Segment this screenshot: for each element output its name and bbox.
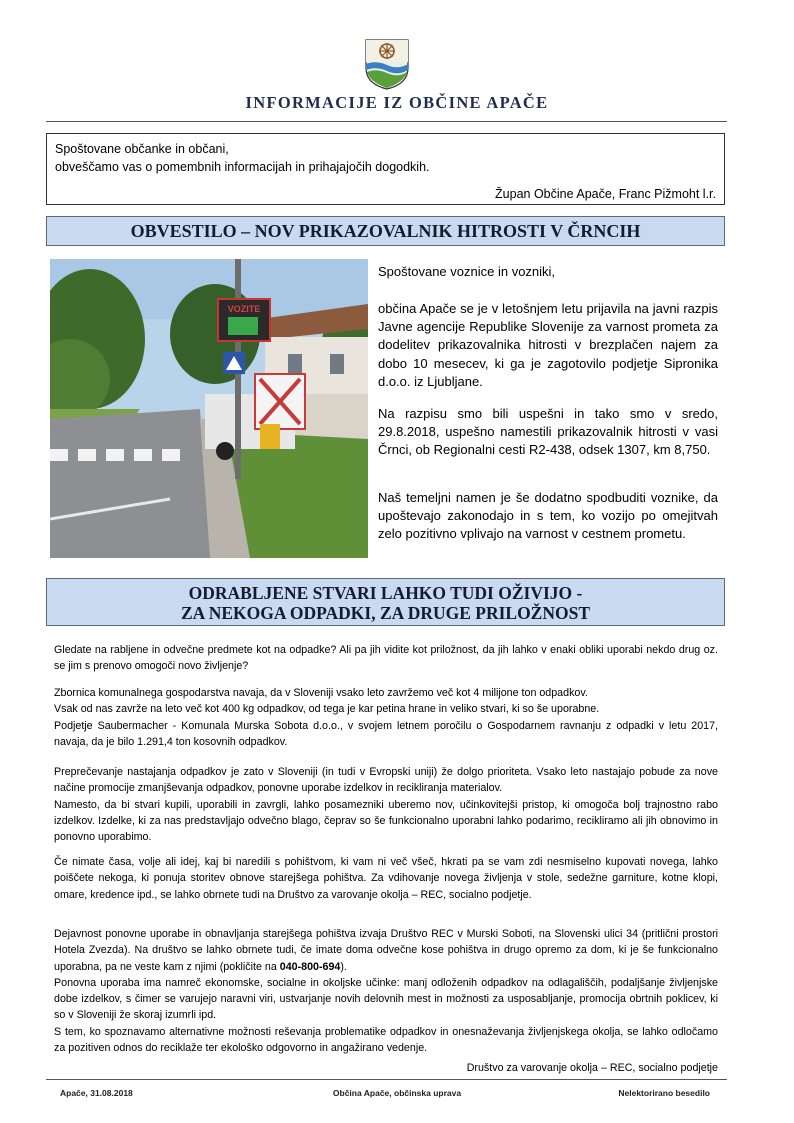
paragraph-text: Dejavnost ponovne uporabe in obnavljanja starejšega pohištva izvaja Društvo REC v Murski Soboti, na Slovenski ulici 34 (pritlični prostori Hotela Zvezda). Na društvo se lahko obrnete tudi, če imate doma odvečne kose pohištva in drugo opremo za dom, ki je še funkcionalno uporabna, pa ne veste kam z njimi (pokličite na [54, 928, 718, 973]
article-paragraph [54, 764, 718, 845]
article-title-line: ZA NEKOGA ODPADKI, ZA DRUGE PRILOŽNOST [180, 603, 591, 623]
article-paragraph: Naš temeljni namen je še dodatno spodbuditi voznike, da upoštevajo zakonodajo in s tem, ko vozijo po omejitvah zelo pozitivno vplivajo na varnost v cestnem prometu. [378, 490, 718, 542]
header-divider [46, 121, 727, 122]
paragraph-line: S tem, ko spoznavamo alternativne možnosti reševanja problematike odpadkov in onesnaževanja življenjskega okolja, se lahko odločamo za pozitiven odnos do reciklaže ter ekološko odgovorno in angažirano vedenje. [54, 1025, 718, 1055]
article-paragraph: občina Apače se je v letošnjem letu prijavila na javni razpis Javne agencije Republike Slovenije za varnost prometa za dodelitev prikazovalnika hitrosti v brezplačen najem za dobo 10 mesecev, ki ga je zagotovilo podjetje Sipronika d.o.o. iz Ljubljane. [378, 301, 718, 389]
article-paragraph: Na razpisu smo bili uspešni in tako smo v sredo, 29.8.2018, uspešno namestili prikazovalnik hitrosti v vasi Črnci, ob Regionalni cesti R2-438, odsek 1307, km 8,750. [378, 406, 718, 458]
article-paragraph [54, 926, 718, 1056]
paragraph-line: Podjetje Saubermacher - Komunala Murska Sobota d.o.o., v svojem letnem poročilu o Gospodarnem ravnanju z odpadki v letu 2017, navaja, da je bilo 1.291,4 ton kosovnih odpadkov. [54, 719, 718, 748]
page-title: INFORMACIJE IZ OBČINE APAČE [245, 93, 549, 112]
article-signoff: Društvo za varovanje okolja – REC, socialno podjetje [466, 1062, 718, 1074]
article-title-line: ODRABLJENE STVARI LAHKO TUDI OŽIVIJO - [188, 583, 583, 603]
municipality-crest-icon [364, 38, 410, 90]
footer-publisher: Občina Apače, občinska uprava [332, 1088, 462, 1098]
paragraph-line [54, 926, 718, 975]
greeting-line: Spoštovane občanke in občani, [55, 142, 229, 156]
article-title-speed-display: OBVESTILO – NOV PRIKAZOVALNIK HITROSTI V ČRNCIH [46, 216, 725, 246]
article-salutation: Spoštovane voznice in vozniki, [378, 264, 556, 279]
phone-number: 040-800-694 [279, 960, 341, 973]
paragraph-text: ). [340, 960, 347, 973]
article-paragraph: Gledate na rabljene in odvečne predmete kot na odpadke? Ali pa jih vidite kot priložnost, da jih lahko v enaki obliki uporabi nekdo drug oz. se jim s prenovo omogoči novo življenje? [54, 644, 718, 673]
paragraph-line: Namesto, da bi stvari kupili, uporabili in zavrgli, lahko posamezniki uberemo nov, učinkovitejši pristop, ki omogoča bolj trajnostno rabo izdelkov. Izdelke, ki za nas predstavljajo odvečno blago, čeprav so še funkcionalno uporabni lahko podarimo, recikliramo ali jih obnovimo in ponovno uporabimo. [54, 798, 718, 844]
footer-note: Nelektorirano besedilo [618, 1088, 710, 1098]
photo-sign-text: VOZITE [227, 304, 261, 314]
speed-display-photo [50, 259, 368, 558]
article-paragraph [54, 685, 718, 750]
paragraph-line: Vsak od nas zavrže na leto več kot 400 kg odpadkov, od tega je kar petina hrane in veliko stvari, ki so še uporabne. [54, 703, 600, 716]
article-title-reuse [46, 578, 725, 626]
paragraph-line: Preprečevanje nastajanja odpadkov je zato v Sloveniji (in tudi v Evropski uniji) že dolgo prioriteta. Vsako leto nastajajo pobude za nove načine promocije zmanjševanja odpadkov, ponovne uporabe izdelkov in recikliranja materialov. [54, 766, 718, 795]
paragraph-line: Ponovna uporaba ima namreč ekonomske, socialne in okoljske učinke: manj odloženih odpadkov na odlagališčih, podaljšanje življenjske dobe izdelkov, s čimer se varujejo naravni viri, ustvarjanje novih delovnih mest in možnosti za usposabljanje, promocija obrtnih poklicev, ki so v Sloveniji že skoraj izumrli ipd. [54, 976, 718, 1022]
greeting-line: obveščamo vas o pomembnih informacijah in prihajajočih dogodkih. [55, 160, 430, 174]
article-paragraph: Če nimate časa, volje ali idej, kaj bi naredili s pohištvom, ki vam ni več všeč, hkrati pa se vam zdi nesmiselno kupovati novega, lahko poiščete nekoga, ki ponuja storitev obnove starejšega pohištva. Za vdihovanje novega življenja v stole, sedežne garniture, kotne klopi, omare, kredence ipd., se lahko obrnete tudi na Društvo za varovanje okolja – REC, socialno podjetje. [54, 856, 718, 901]
footer-date: Apače, 31.08.2018 [60, 1088, 133, 1098]
paragraph-line: Zbornica komunalnega gospodarstva navaja, da v Sloveniji vsako leto zavržemo več kot 4 milijone ton odpadkov. [54, 687, 588, 699]
mayor-signature: Župan Občine Apače, Franc Pižmoht l.r. [495, 187, 716, 201]
footer-divider [46, 1079, 727, 1080]
